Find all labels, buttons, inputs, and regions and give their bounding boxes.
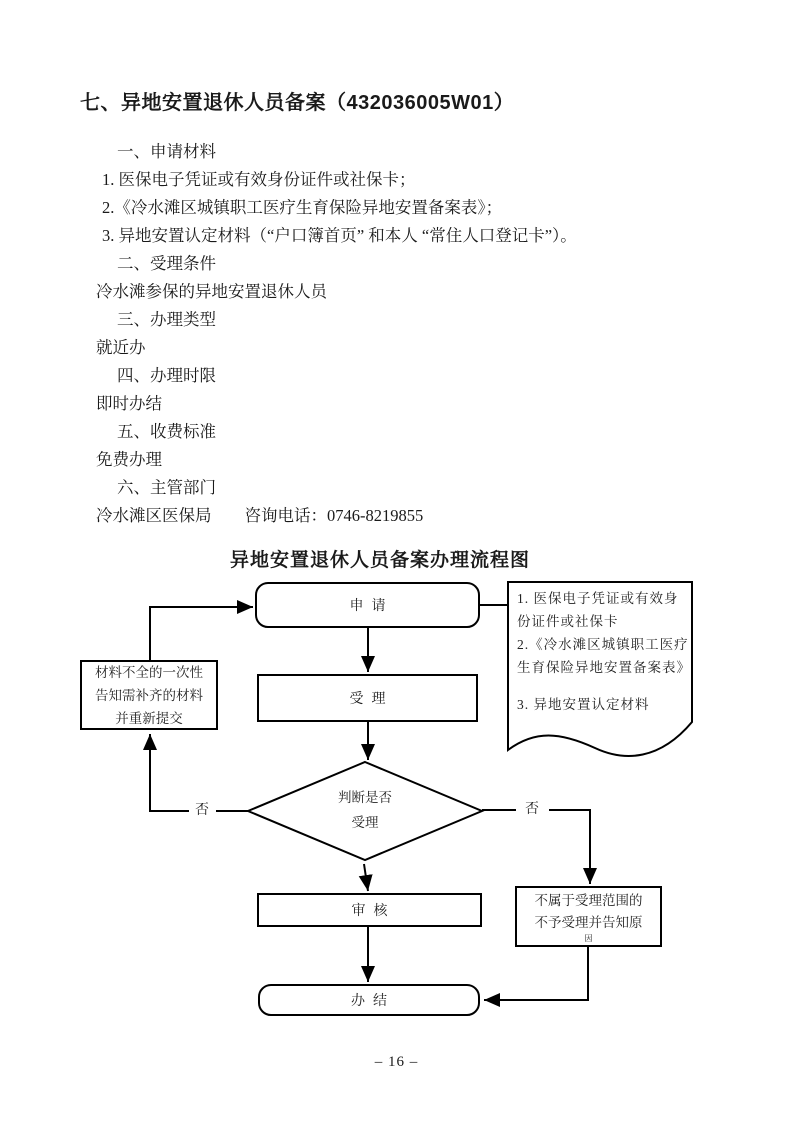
body-line: 六、主管部门 — [117, 478, 216, 497]
resubmit-notice-node: 材料不全的一次性 告知需补齐的材料 并重新提交 — [80, 660, 218, 730]
arrow-resubmit-to-apply — [150, 607, 253, 660]
apply-node-label: 申请 — [349, 599, 394, 614]
body-line: 就近办 — [96, 338, 146, 357]
body-line: 1. 医保电子凭证或有效身份证件或社保卡； — [102, 170, 416, 189]
finish-node-label: 办结 — [351, 994, 395, 1009]
apply-node — [255, 582, 480, 628]
body-line: 四、办理时限 — [117, 366, 216, 385]
page-number: – 16 – — [374, 1054, 419, 1070]
body-line: 冷水滩参保的异地安置退休人员 — [96, 282, 327, 301]
no-label-right: 否 — [519, 800, 545, 820]
accept-node — [257, 674, 478, 722]
body-line: 2.《冷水滩区城镇职工医疗生育保险异地安置备案表》； — [102, 198, 503, 217]
body-line: 即时办结 — [96, 394, 162, 413]
finish-node — [258, 984, 480, 1016]
arrow-decision-no-right-b — [549, 810, 590, 884]
decision-node-label: 判断是否 受理 — [338, 790, 392, 830]
review-node — [257, 893, 482, 927]
review-node-label: 审核 — [351, 904, 396, 919]
accept-node-label: 受理 — [349, 692, 394, 707]
arrow-reject-to-finish — [484, 947, 588, 1000]
page-title: 七、异地安置退休人员备案（432036005W01） — [80, 92, 515, 114]
body-line: 冷水滩区医保局 咨询电话：0746-8219855 — [96, 506, 424, 525]
body-line: 一、申请材料 — [117, 142, 216, 161]
reject-notice-node: 不属于受理范围的 不予受理并告知原 因 — [515, 886, 662, 947]
body-line: 五、收费标准 — [117, 422, 216, 441]
body-line: 3. 异地安置认定材料（“户口簿首页” 和本人 “常住人口登记卡”）。 — [102, 226, 577, 245]
body-line: 三、办理类型 — [117, 310, 216, 329]
body-line: 二、受理条件 — [117, 254, 216, 273]
arrow-decision-no-left-b — [150, 734, 189, 811]
no-label-left: 否 — [189, 801, 215, 821]
body-line: 免费办理 — [96, 450, 162, 469]
flowchart-title: 异地安置退休人员备案办理流程图 — [229, 550, 530, 571]
materials-document-text: 1. 医保电子凭证或有效身 份证件或社保卡 2.《冷水滩区城镇职工医疗 生育保险异地安置备案表》 3. 异地安置认定材料 — [517, 591, 691, 712]
arrow-decision-to-review — [364, 864, 368, 891]
